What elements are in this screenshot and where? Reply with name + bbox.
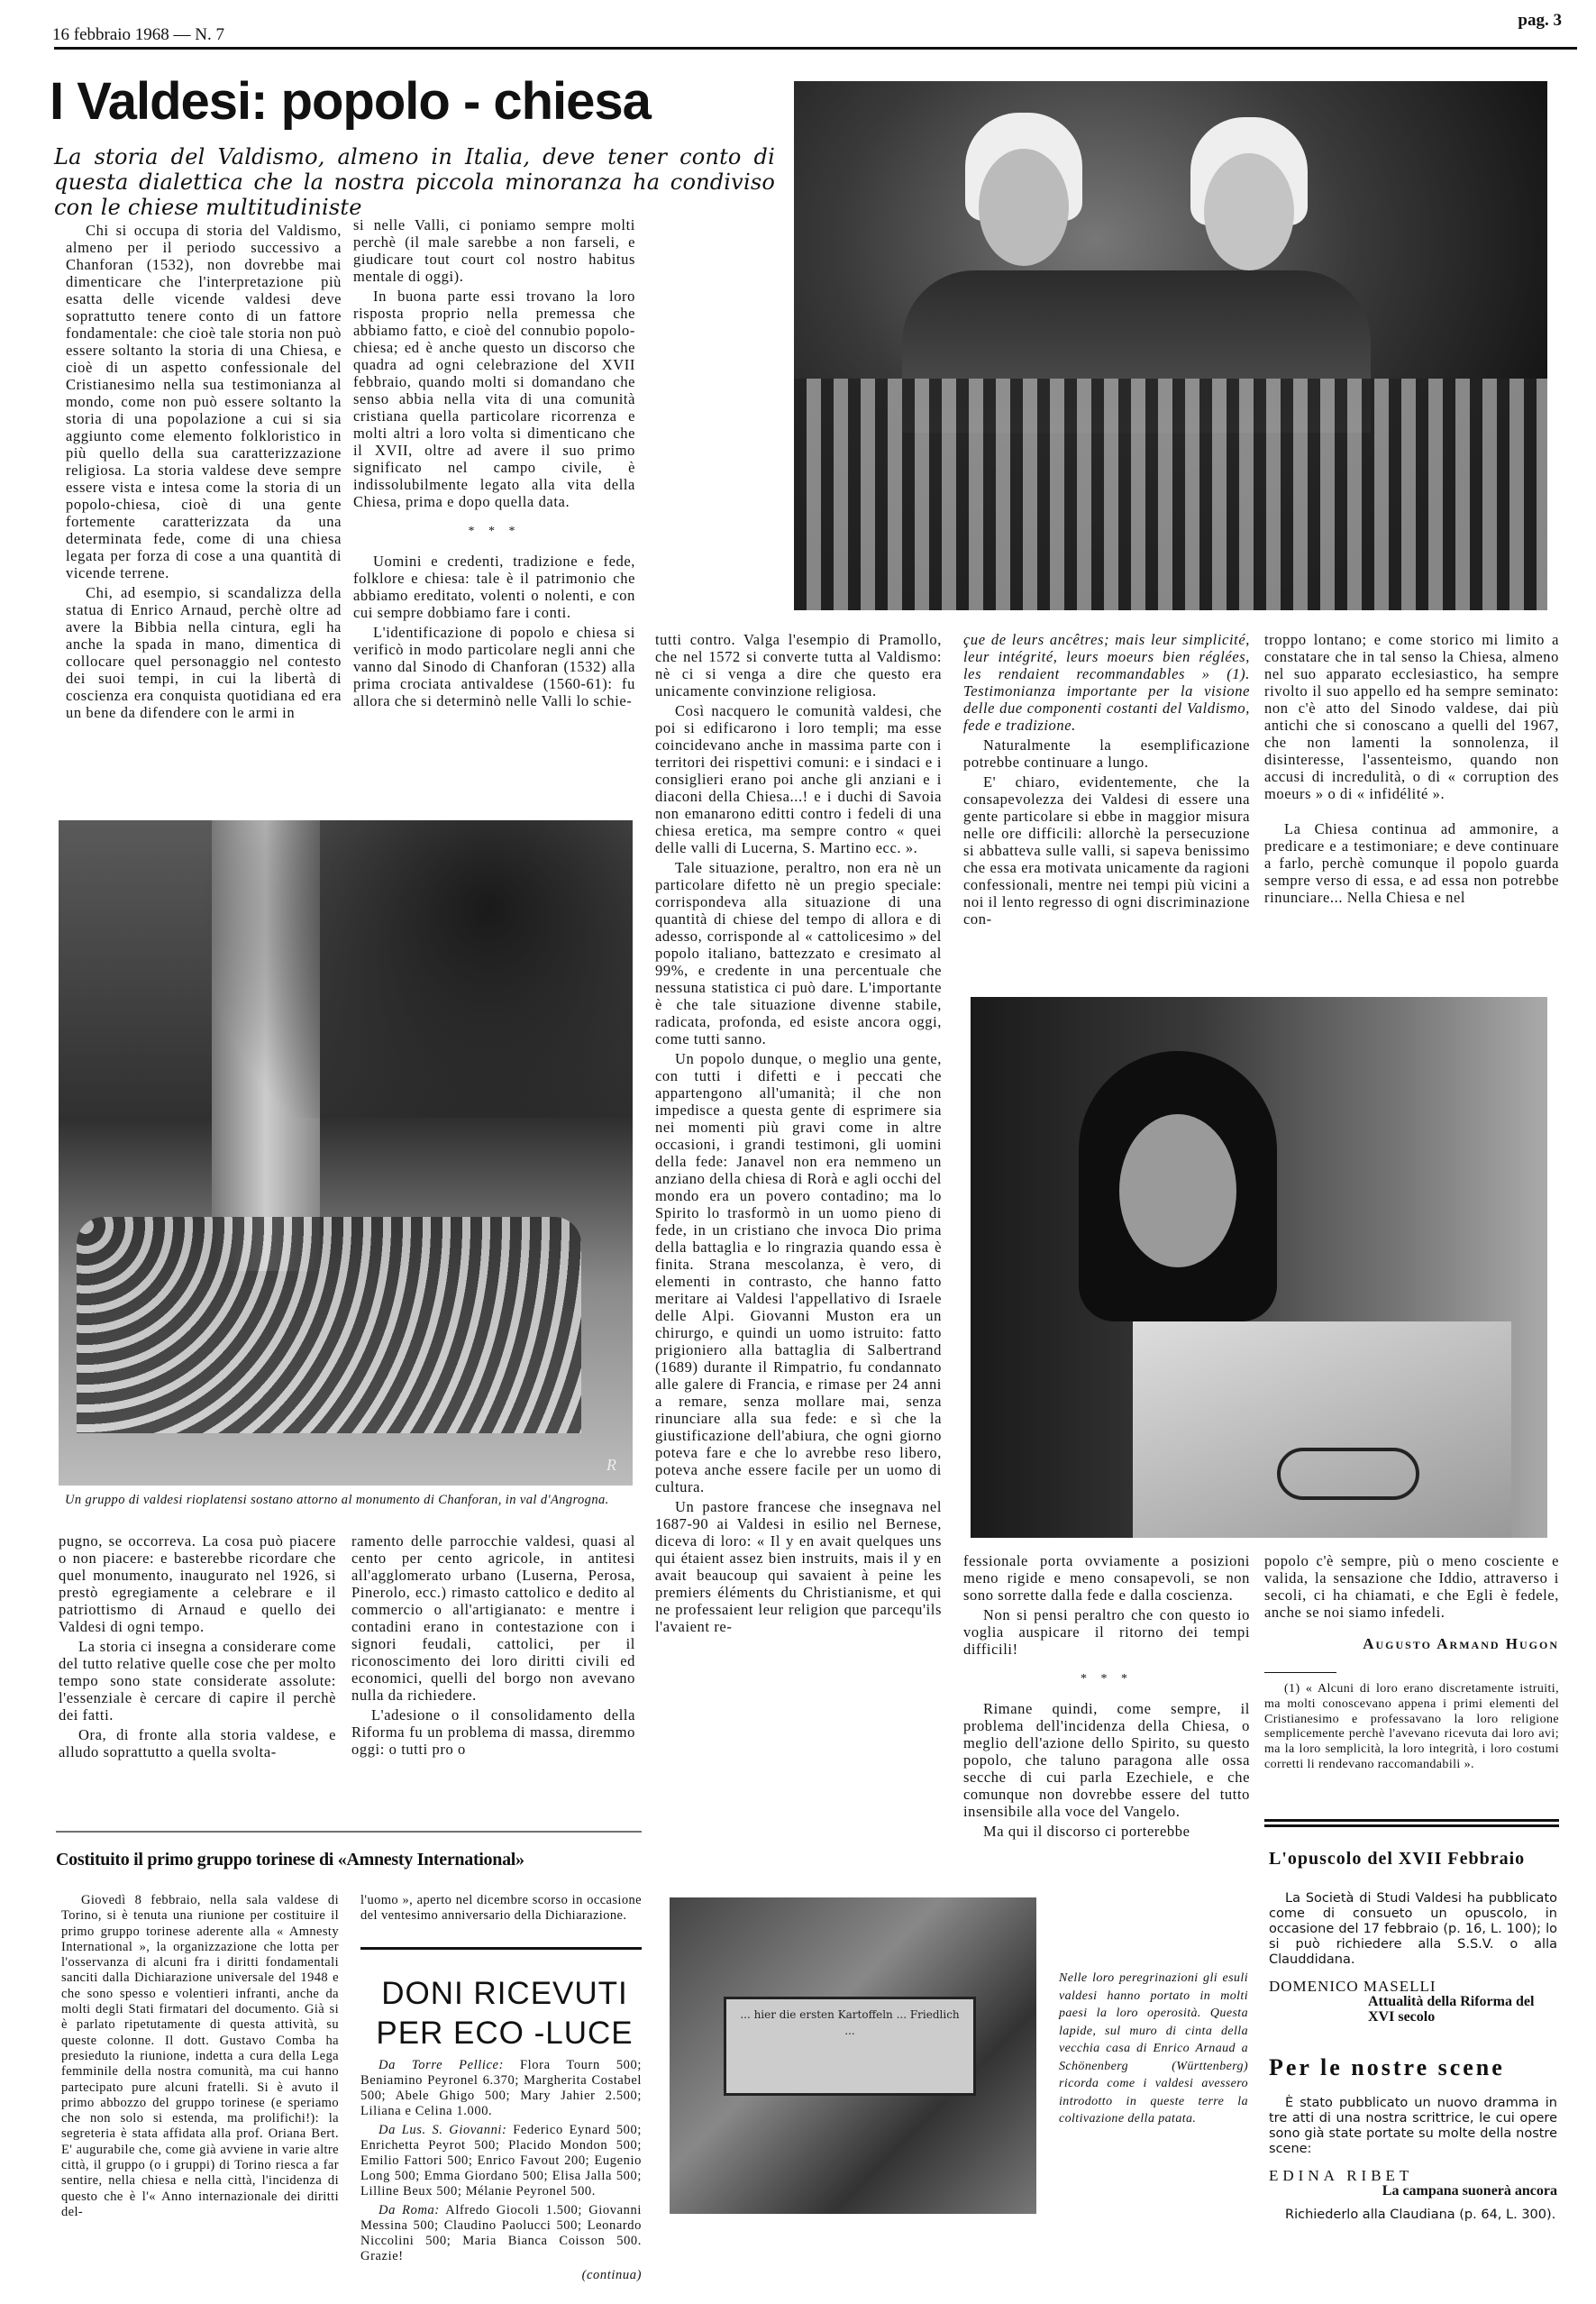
paragraph: Naturalmente la esemplificazione potrebbe continuare a lungo. [963, 736, 1250, 771]
paragraph: fessionale porta ovviamente a posizioni meno rigide e meno consapevoli, se non sono sorrette dalla fede e dalla coscienza. [963, 1552, 1250, 1604]
section-rule [56, 1831, 642, 1833]
paragraph: Rimane quindi, come sempre, il problema dell'incidenza della Chiesa, o meglio dell'azione dello Spirito, su questo popolo, che taluno paragona alle ossa secche di cui parla Ezechiele, e che comunque non dovrebbe essere del tutto insensibile alla voce del Vangelo. [963, 1700, 1250, 1820]
paragraph: troppo lontano; e come storico mi limito a constatare che in tal senso la Chiesa, almeno nel suo apparato ecclesiastico, ha sempre rivolto il suo appello ed ha sempre seminato: non c'è atto del Sinodo valdese, dai più antichi che si conoscano a quelli del 1967, che non lamenti la sonnolenza, il disinteresse, l'assenteismo, quando non accusi di incredulità, o di « corruption des moeurs » o di « infidélité ». [1264, 631, 1559, 802]
photo-women-bonnets [794, 81, 1547, 610]
doni-title-line-1: DONI RICEVUTI [381, 1976, 628, 2011]
paragraph: E' chiaro, evidentemente, che la consapevolezza dei Valdesi di essere una gente particolare si ebbe in maggior misura nelle ore difficili: allorchè la persecuzione si abbatteva sulle valli, si sapeva benissimo che essa era motivata unicamente da ragioni confessionali, mentre nei tempi più vicini a noi il lento regresso di ogni discriminazione con- [963, 773, 1250, 928]
face [1119, 1114, 1236, 1267]
paragraph: Ora, di fronte alla storia valdese, e alludo soprattutto a quella svolta- [59, 1726, 336, 1760]
donation-text: Alfredo Giocoli 1.500; Giovanni Messina 500; Claudino Paolucci 500; Leonardo Niccolini 500; Maria Bianca Coisson 500. Grazie! [360, 2203, 642, 2263]
paragraph: Giovedì 8 febbraio, nella sala valdese di Torino, si è tenuta una riunione per costituire il primo gruppo torinese aderente alla « Amnesty International », la organizzazione che lotta per l'osservanza di alcuni fra i diritti fondamentali sanciti dalla Dichiarazione universale del 1948 e che sono spesso e volentieri infranti, anche da molti degli Stati firmatari del documento. Già si è parlato ripetutamente di questa attività, su queste colonne. Il dott. Gustavo Comba ha presieduto la riunione, indetta a cura della Lega femminile della nostra comunità, ma cui hanno partecipato pure alcuni fratelli. Si è avuto il primo abbozzo del gruppo torinese (e speriamo che non solo si estenda, ma prolifichi!): la segreteria è stata affidata alla prof. Oriana Bert. E' augurabile che, come già avviene in varie altre città, il gruppo (o i gruppi) di Torino riesca a far sentire, nella chiesa e nella città, l'incidenza di questo che è l'« Anno internazionale dei diritti del- [61, 1893, 339, 2219]
paragraph: çue de leurs ancêtres; mais leur simplicité, leur intégrité, leurs moeurs bien réglées, les rendaient recommandables » (1). Testimonianza importante per la visione delle due componenti costanti del Valdismo, fede e tradizione. [963, 631, 1250, 734]
article-subtitle: La storia del Valdismo, almeno in Italia, deve tener conto di questa dialettica che la nostra piccola minoranza ha condiviso con le chiese multitudiniste [54, 144, 775, 220]
donation-place: Da Roma: [378, 2203, 440, 2217]
doni-list [360, 2058, 642, 2283]
double-rule-bottom [1264, 1824, 1559, 1827]
paragraph: Così nacquero le comunità valdesi, che poi si edificarono i loro templi; ma esse coincidevano anche in massima parte con i territori dei rispettivi comuni: e i sindaci e i consiglieri erano poi anche gli anziani e i diaconi della Chiesa...! e i duchi di Savoia non emanarono editti contro i fedeli di una chiesa eretica, ma sempre contro « quei delle valli di Lucerna, S. Martino ecc. ». [655, 702, 942, 856]
eyeglasses [1277, 1448, 1419, 1500]
donation-text: Flora Tourn 500; Beniamino Peyronel 6.370; Margherita Costabel 500; Abele Ghigo 500; Mary Jahier 2.500; Liliana e Celina 1.000. [360, 2058, 642, 2118]
scene-author: EDINA RIBET [1269, 2167, 1414, 2184]
article-column-4-bottom [963, 1552, 1250, 1886]
donation-place: Da Lus. S. Giovanni: [378, 2123, 507, 2137]
section-rule [360, 1947, 642, 1950]
photo-caption-plaque: Nelle loro peregrinazioni gli esuli valdesi hanno portato in molti paesi la loro operosità. Questa lapide, sul muro di cinta della vecchia casa di Enrico Arnaud a Schönenberg (Württenberg) ricorda come i valdesi avessero introdotto in queste terre la coltivazione della patata. [1059, 1971, 1248, 2126]
article-column-5-bottom [1264, 1552, 1559, 1823]
photo-memorial-plaque [670, 1897, 1036, 2214]
paragraph: Tale situazione, peraltro, non era nè un particolare difetto nè un pregio speciale: corrispondeva alla situazione di una quantità di chiese del tempo di allora e di adesso, corrisponde al « cattolicesimo » del popolo italiano, battezzato e cresimato al 99%, e credente in una percentuale che nessuna statistica ci può dare. L'importante è che tale situazione divenne stabile, radicata, profonda, ed esiste ancora oggi, come tutti sanno. [655, 859, 942, 1047]
article-column-5-top [1264, 631, 1559, 983]
footnote: (1) « Alcuni di loro erano discretamente istruiti, ma molti conoscevano appena i primi elementi del Cristianesimo e professavano la loro religione semplicemente perchè l'avevano ricevuta dai loro avi; ma la loro semplicità, la loro integrità, i loro costumi corretti li rendevano raccomandabili ». [1264, 1682, 1559, 1771]
paragraph: ramento delle parrocchie valdesi, quasi al cento per cento agricole, in antitesi all'agglomerato urbano (Luserna, Perosa, Pinerolo, ecc.) rimasto cattolico e dedito al commercio o all'artigianato: e mentre i contadini erano in contestazione con i signori feudali, cattolici, per il riconoscimento dei loro diritti civili ed economici, quelli del borgo non avevano nulla da richiedere. [351, 1532, 635, 1704]
scene-order-info: Richiederlo alla Claudiana (p. 64, L. 300). [1285, 2208, 1556, 2222]
paragraph: La Chiesa continua ad ammonire, a predicare e a testimoniare; e deve continuare a farlo, perchè comunque il popolo guarda sempre verso di essa, e ad essa non potrebbe rinunciare... Nella Chiesa e nel [1264, 820, 1559, 906]
continua-note: (continua) [581, 2268, 642, 2282]
group-of-people [77, 1217, 581, 1433]
photo-caption-group: Un gruppo di valdesi rioplatensi sostano attorno al monumento di Chanforan, in val d'Angrogna. [65, 1493, 609, 1507]
photo-old-woman-reading [971, 997, 1547, 1538]
scene-headline: Per le nostre scene [1269, 2054, 1505, 2080]
face-right [1204, 153, 1294, 270]
paragraph: l'uomo », aperto nel dicembre scorso in occasione del ventesimo anniversario della Dichiarazione. [360, 1893, 642, 1924]
paragraph: tutti contro. Valga l'esempio di Pramollo, che nel 1572 si converte tutta al Valdismo: nè ci si venga a dire che questo era unicamente convinzione religiosa. [655, 631, 942, 699]
opuscolo-headline: L'opuscolo del XVII Febbraio [1269, 1849, 1526, 1869]
article-column-2-top [353, 216, 635, 804]
footnote-rule [1264, 1672, 1336, 1673]
amnesty-column-2 [360, 1893, 642, 1947]
paragraph: si nelle Valli, ci poniamo sempre molti perchè (il male sarebbe a non farseli, e giudicare tout court col nostro habitus mentale di oggi). [353, 216, 635, 285]
photo-credit: R [606, 1456, 616, 1474]
issue-date: 16 febbraio 1968 — N. 7 [52, 25, 225, 44]
scene-text: È stato pubblicato un nuovo dramma in tre atti di una nostra scrittrice, le cui opere sono già state portate su molte della nostre scene: [1269, 2096, 1557, 2156]
paragraph: pugno, se occorreva. La cosa può piacere o non piacere: e basterebbe ricordare che quel monumento, inaugurato nel 1926, si prestò egregiamente a celebrare e il patriottismo di Arnaud e quello dei Valdesi di ogni tempo. [59, 1532, 336, 1635]
opuscolo-author: DOMENICO MASELLI [1269, 1978, 1436, 1995]
donation-group [360, 2058, 642, 2119]
section-separator: * * * [468, 525, 521, 538]
plaque-inscription: ... hier die ersten Kartoffeln ... Friedlich ... [724, 1997, 976, 2096]
paragraph: L'adesione o il consolidamento della Riforma fu un problema di massa, diremmo oggi: o tutti pro o [351, 1706, 635, 1758]
article-column-3 [655, 631, 942, 1884]
paragraph: Uomini e credenti, tradizione e fede, folklore e chiesa: tale è il patrimonio che abbiamo ereditato, volenti o nolenti, e con cui sempre dobbiamo fare i conti. [353, 553, 635, 621]
paragraph: La storia ci insegna a considerare come del tutto relative quelle cose che per molto tempo sono state considerate assolute: l'essenziale è cercare di capire il perchè dei fatti. [59, 1638, 336, 1723]
paragraph: Un popolo dunque, o meglio una gente, con tutti i difetti e i peccati che appartengono all'umanità; il che non impedisce a questa gente di esprimere sia nei momenti più gravi come in altre occasioni, i grandi testimoni, gli uomini della fede: Janavel non era nemmeno un anziano della chiesa di Rorà e agli occhi del mondo era un povero contadino; ma lo Spirito lo trasformò in un uomo pieno di fede, in un cristiano che invoca Dio prima della battaglia e lo ringrazia quando essa è finita. Strana mescolanza, è vero, di elementi in contrasto, che hanno fatto meritare ai Valdesi l'appellativo di Israele delle Alpi. Giovanni Muston era un chirurgo, e quindi un uomo istruito: fatto prigioniero alla battaglia di Salbertrand (1689) durante il Rimpatrio, fu condannato alle galere di Francia, e rimase per 24 anni a remare, senza mollare mai, senza rinunciare alla sua fede: e sì che la giustificazione dell'abiura, che ogni giorno poteva fare e che lo avrebbe reso libero, poteva anche essere facile per un uomo di cultura. [655, 1050, 942, 1495]
article-title: I Valdesi: popolo - chiesa [50, 72, 651, 131]
scene-block [1269, 2096, 1557, 2223]
section-separator: * * * [1081, 1672, 1133, 1686]
article-column-2-bottom [351, 1532, 635, 1826]
masthead-rule [54, 47, 1577, 50]
double-rule-top [1264, 1819, 1559, 1822]
article-column-1-top [66, 222, 342, 804]
donation-group [360, 2203, 642, 2264]
scene-book-title: La campana suonerà ancora [1382, 2183, 1557, 2199]
photo-group-chanforan-monument [59, 820, 633, 1486]
amnesty-column-1 [61, 1893, 339, 2219]
opuscolo-text: La Società di Studi Valdesi ha pubblicato come di consueto un opuscolo, in occasione del 17 febbraio (p. 16, L. 100); lo si può richiedere alla S.S.V. o alla Clauddidana. [1269, 1891, 1557, 1967]
doni-title-line-2: PER ECO -LUCE [376, 2016, 634, 2051]
paragraph: Ma qui il discorso ci porterebbe [983, 1823, 1190, 1840]
doni-title [360, 1974, 649, 2053]
article-column-4-top [963, 631, 1250, 983]
paragraph: In buona parte essi trovano la loro risposta proprio nella premessa che abbiamo fatto, e cioè del connubio popolo-chiesa; ed è anche questo un discorso che quadra ad ogni celebrazione del XVII febbraio, quando molti si domandano che senso abbia nella vita di una comunità cristiana quella particolare ricorrenza e molti altri a loro volta si dimenticano che il XVII, oltre ad avere il suo primo significato nel campo civile, è indissolubilmente legato alla vita della Chiesa, prima e dopo quella data. [353, 288, 635, 510]
paragraph: L'identificazione di popolo e chiesa si verificò in modo particolare negli anni che vanno dal Sinodo di Chanforan (1532) alla prima crociata antivaldese (1560-61): fu allora che si determinò nelle Valli lo schie- [353, 624, 635, 709]
paragraph: popolo c'è sempre, più o meno cosciente e valida, la sensazione che Iddio, attraverso i secoli, ci ha chiamati, e che Egli è fedele, anche se noi siamo infedeli. [1264, 1552, 1559, 1621]
paragraph: Un pastore francese che insegnava nel 1687-90 ai Valdesi in esilio nel Bernese, diceva di loro: « Il y en avait quelques uns qui étaient assez bien instruits, mais il y en avait beaucoup qui savaient à peine les premiers éléments du Christianisme, et qui ne professaient leur religion que parcequ'ils l'avaient re- [655, 1498, 942, 1635]
wooden-fence [794, 379, 1547, 610]
donation-text: Federico Eynard 500; Enrichetta Peyrot 500; Placido Mondon 500; Emilio Fattori 500; Enrico Favout 200; Eugenio Long 500; Emma Giordano 500; Elisa Jalla 500; Lilline Beux 500; Mélanie Peyronel 500. [360, 2123, 642, 2199]
page-number: pag. 3 [1518, 11, 1562, 30]
paragraph: Chi, ad esempio, si scandalizza della statua di Enrico Arnaud, perchè oltre ad avere la Bibbia nella cintura, egli ha anche la spada in mano, dimentica di collocare quel personaggio nel contesto dei suoi tempi, in cui la libertà di coscienza era conquista quotidiana ed era un bene da difendere con le armi in [66, 584, 342, 721]
opuscolo-block [1269, 1891, 1557, 2025]
paragraph: Chi si occupa di storia del Valdismo, almeno per il periodo successivo a Chanforan (1532), non dovrebbe mai dimenticare che l'interpretazione più esatta delle vicende valdesi deve soprattutto tenere conto di un fattore fondamentale: che cioè tale storia non può essere soltanto la storia di una Chiesa, e cioè di un aspetto confessionale del Cristianesimo nella sua testimonianza al mondo, come non può essere soltanto la storia di una popolazione a cui si sia aggiunto come elemento folkloristico in più quello della sua caratterizzazione religiosa. La storia valdese deve sempre essere vista e intesa come la storia di un popolo-chiesa, cioè di una gente fortemente caratterizzata da una determinata fede, come di una chiesa legata per forza di cose a una quantità di vicende terrene. [66, 222, 342, 581]
open-bible [1133, 1321, 1511, 1538]
amnesty-headline: Costituito il primo gruppo torinese di «Amnesty International» [56, 1850, 524, 1870]
paragraph: Non si pensi peraltro che con questo io voglia auspicare il ritorno dei tempi difficili! [963, 1606, 1250, 1658]
face-left [979, 149, 1069, 266]
opuscolo-book-title: Attualità della Riforma del XVI secolo [1368, 1994, 1535, 2025]
donation-place: Da Torre Pellice: [378, 2058, 504, 2072]
trees [59, 820, 633, 1118]
donation-group [360, 2123, 642, 2199]
article-column-1-bottom [59, 1532, 336, 1826]
article-author: Augusto Armand Hugon [1363, 1635, 1559, 1652]
